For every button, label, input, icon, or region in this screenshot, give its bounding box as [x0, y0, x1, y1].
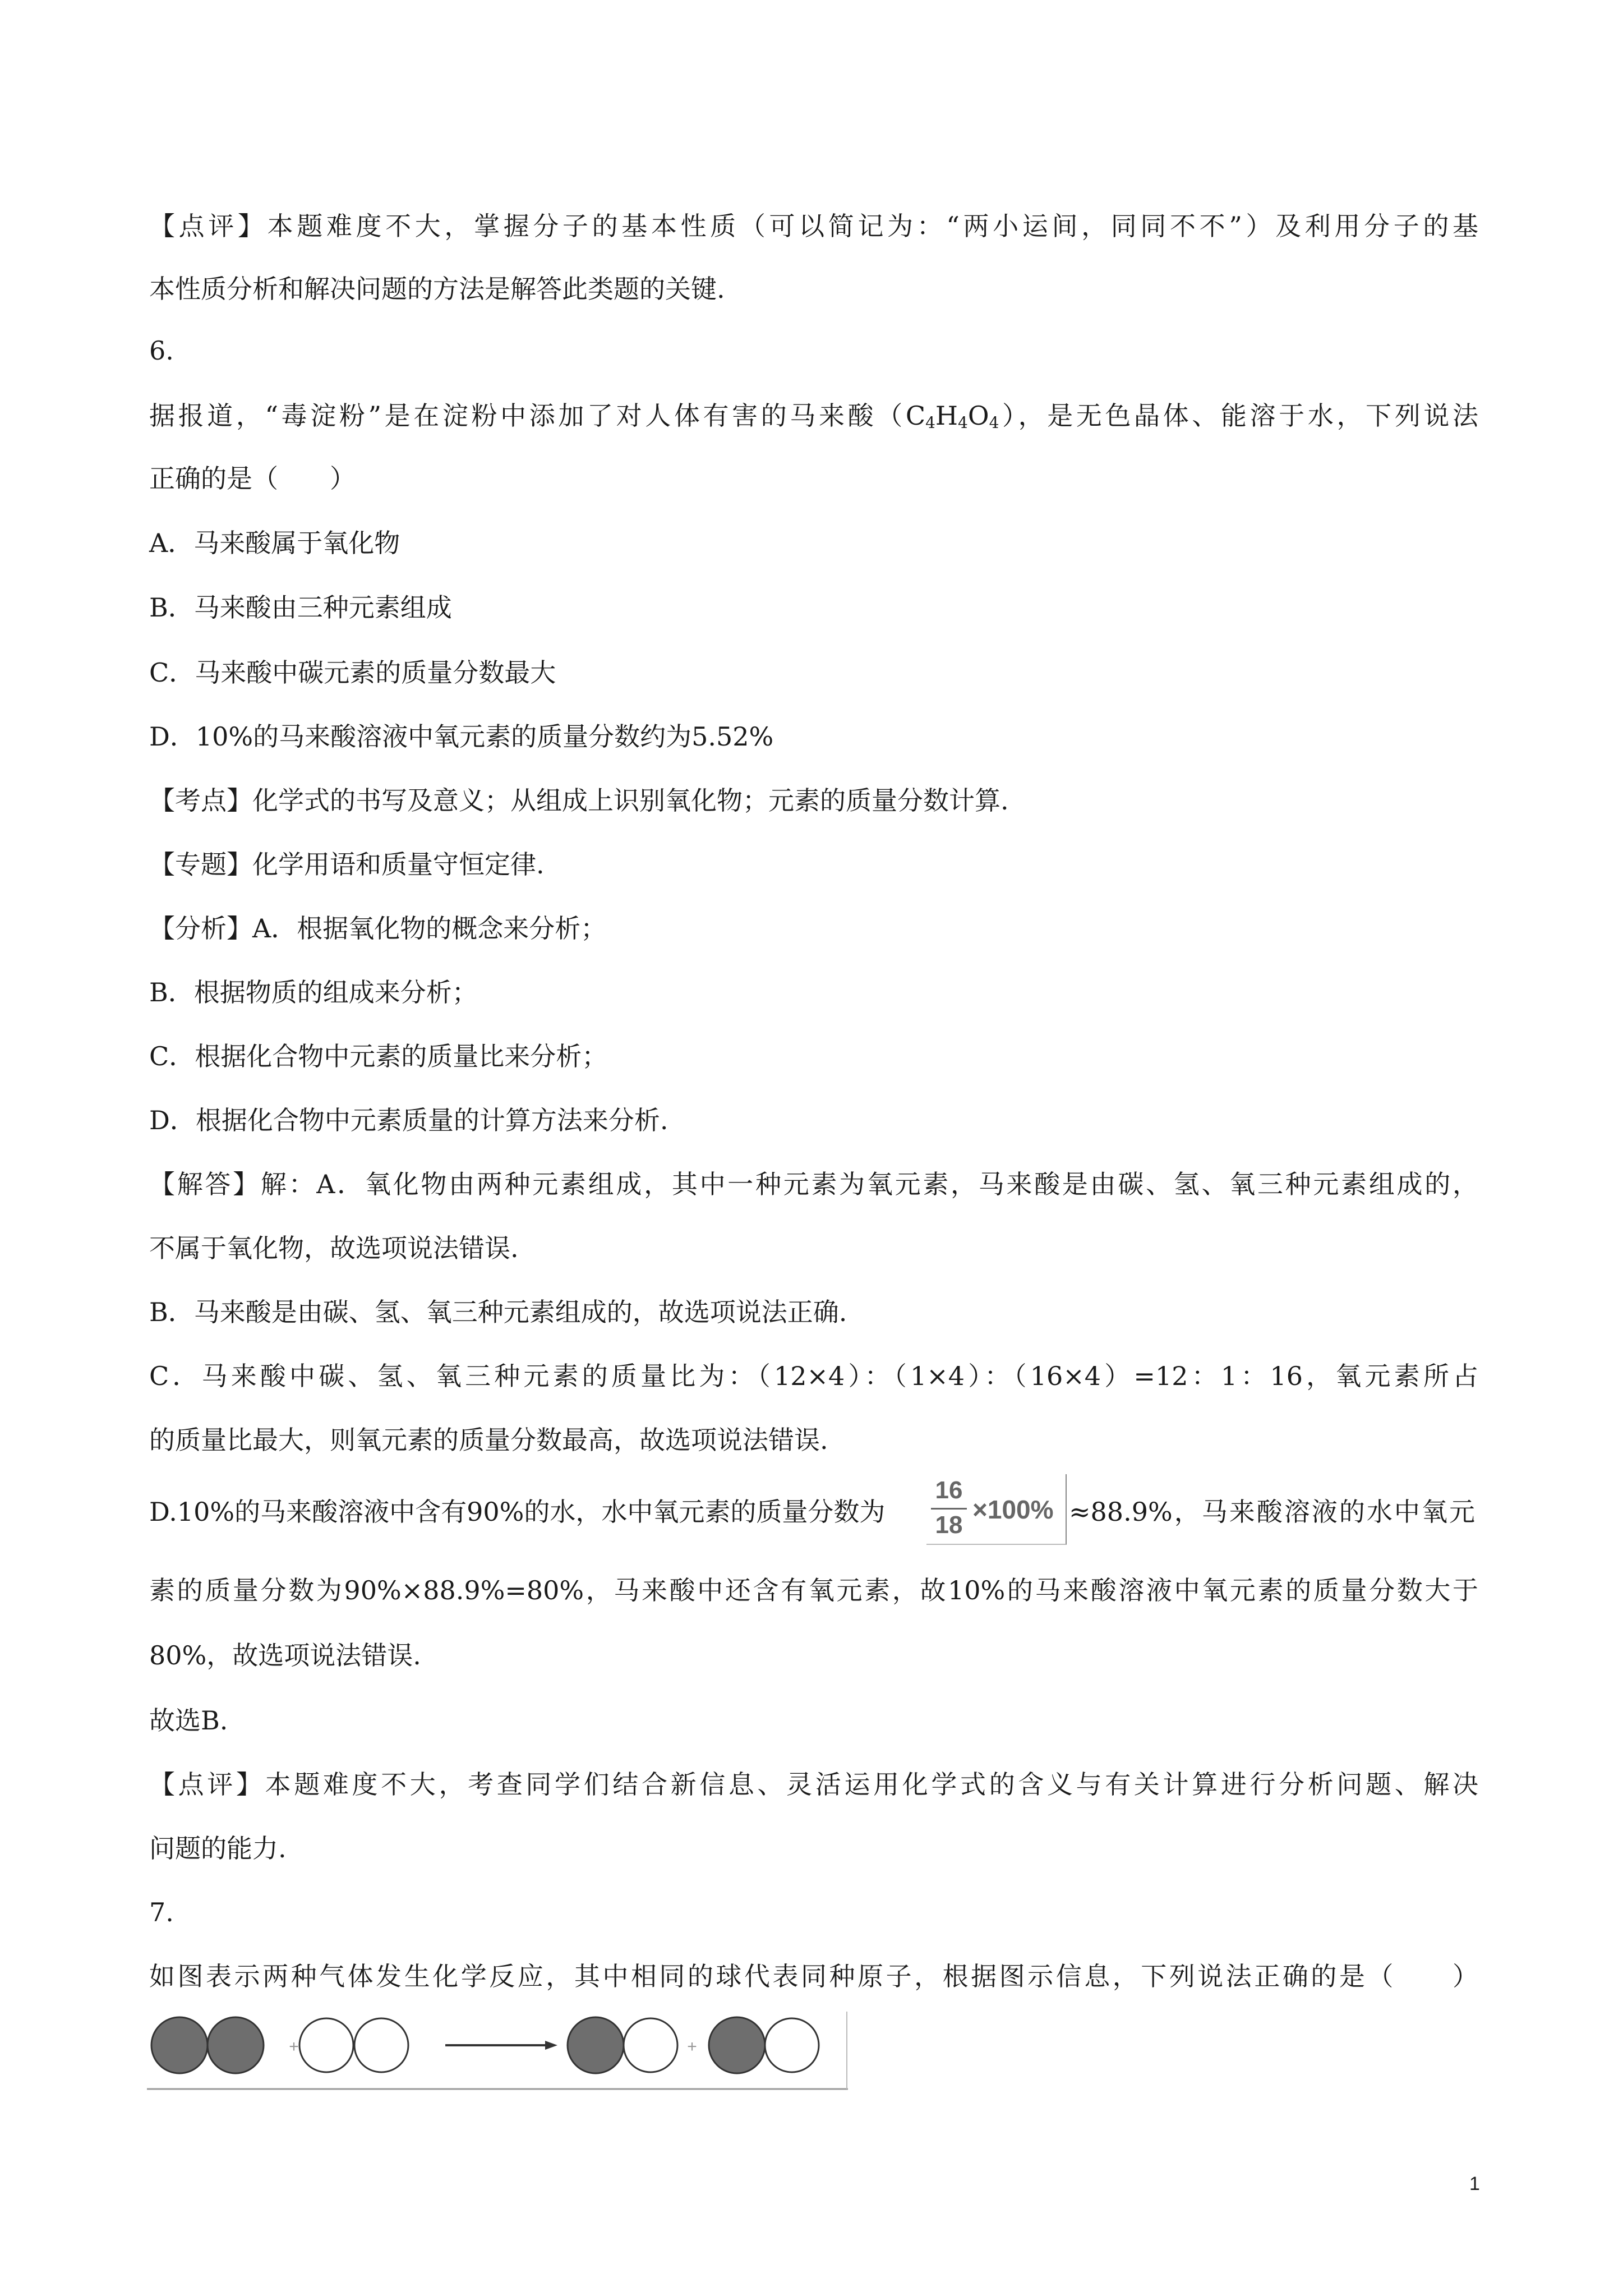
question-6-number: 6. [149, 335, 174, 366]
stem-tail: ），是无色晶体、能溶于水，下列说法 [999, 401, 1479, 431]
review-2-line-1: 【点评】本题难度不大，考查同学们结合新信息、灵活运用化学式的含义与有关计算进行分析问题、解决 [149, 1769, 1478, 1800]
stem-text: 据报道，“毒淀粉”是在淀粉中添加了对人体有害的马来酸（C [149, 401, 926, 431]
question-6-stem-line-2: 正确的是（ ） [149, 463, 356, 494]
fraction-denominator: 18 [935, 1511, 963, 1539]
answer-d-tail: ≈88.9%，马来酸溶液的水中氧 [1069, 1497, 1449, 1527]
light-atom-icon [765, 2018, 819, 2072]
page-number: 1 [1469, 2173, 1480, 2194]
answer-d-line-2: 素的质量分数为90%×88.9%=80%，马来酸中还含有氧元素，故10%的马来酸溶液中氧元素的质量分数大于 [149, 1575, 1478, 1605]
answer-d-line-1-right: ≈88.9%，马来酸溶液的水中氧元 [1069, 1497, 1475, 1527]
dark-atom-icon [151, 2017, 208, 2073]
final-choice: 故选B. [149, 1705, 228, 1736]
answer-a-line-1: 【解答】解：A．氧化物由两种元素组成，其中一种元素为氧元素，马来酸是由碳、氢、氧三种元素组成的， [149, 1169, 1478, 1199]
option-d: D．10%的马来酸溶液中氧元素的质量分数约为5.52% [149, 721, 774, 752]
zhuanti: 【专题】化学用语和质量守恒定律. [149, 849, 545, 880]
option-c: C．马来酸中碳元素的质量分数最大 [149, 657, 556, 688]
subscript: 4 [989, 413, 999, 432]
question-7-number: 7. [149, 1897, 174, 1927]
question-6-stem-line-1 [149, 401, 1479, 432]
dark-atom-icon [709, 2017, 765, 2073]
subscript: 4 [958, 413, 968, 432]
fraction-percent: ×100% [972, 1495, 1054, 1524]
analysis-c: C．根据化合物中元素的质量比来分析； [149, 1041, 608, 1071]
light-atom-icon [299, 2018, 353, 2072]
light-atom-icon [354, 2018, 408, 2072]
light-atom-icon [624, 2018, 677, 2072]
dark-atom-icon [208, 2017, 264, 2073]
analysis-a: 【分析】A．根据氧化物的概念来分析； [149, 913, 607, 944]
formula-o: O [967, 401, 989, 431]
answer-c-line-2: 的质量比最大，则氧元素的质量分数最高，故选项说法错误. [149, 1425, 828, 1455]
answer-d-line-1-left: D.10%的马来酸溶液中含有90%的水，水中氧元素的质量分数为 [149, 1497, 886, 1527]
review-2-line-2: 问题的能力. [149, 1833, 287, 1864]
option-a: A．马来酸属于氧化物 [149, 528, 400, 558]
fraction-formula-image [926, 1474, 1067, 1545]
fraction-numerator: 16 [935, 1476, 963, 1504]
question-7-stem: 如图表示两种气体发生化学反应，其中相同的球代表同种原子，根据图示信息，下列说法正确的是（ ） [149, 1961, 1478, 1991]
formula-h: H [935, 401, 958, 431]
analysis-d: D．根据化合物中元素质量的计算方法来分析. [149, 1105, 668, 1135]
analysis-b: B．根据物质的组成来分析； [149, 977, 478, 1007]
fraction-bar [931, 1508, 967, 1510]
arrow-head-icon [545, 2041, 557, 2050]
answer-d-line-3: 80%，故选项说法错误. [149, 1640, 421, 1671]
option-b: B．马来酸由三种元素组成 [149, 592, 452, 623]
answer-c-line-1: C．马来酸中碳、氢、氧三种元素的质量比为：（12×4）：（1×4）：（16×4）=12：1：16，氧元素所占 [149, 1361, 1478, 1391]
reaction-diagram [147, 2012, 848, 2090]
plus-sign: + [687, 2037, 697, 2056]
kaodian: 【考点】化学式的书写及意义；从组成上识别氧化物；元素的质量分数计算. [149, 785, 1009, 816]
review-line-1: 【点评】本题难度不大，掌握分子的基本性质（可以简记为：“两小运间，同同不不”）及利用分子的基 [149, 211, 1478, 241]
review-line-2: 本性质分析和解决问题的方法是解答此类题的关键. [149, 274, 725, 304]
answer-b: B．马来酸是由碳、氢、氧三种元素组成的，故选项说法正确. [149, 1297, 847, 1327]
subscript: 4 [925, 413, 935, 432]
dark-atom-icon [568, 2017, 624, 2073]
plus-sign: + [289, 2037, 299, 2056]
answer-a-line-2: 不属于氧化物，故选项说法错误. [149, 1233, 519, 1263]
